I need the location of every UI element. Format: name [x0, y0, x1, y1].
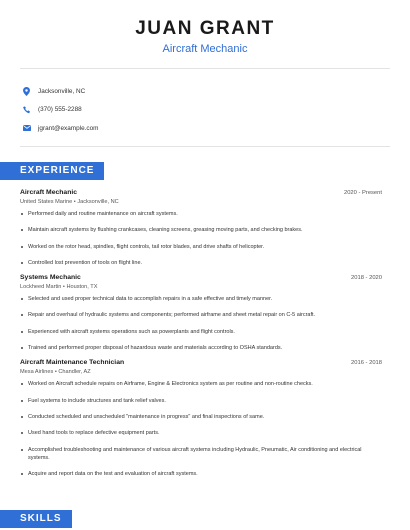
job-entry	[20, 274, 382, 352]
map-pin-icon	[22, 87, 31, 96]
contact-email-text: jgrant@example.com	[38, 124, 99, 132]
job-bullet: Conducted scheduled and unscheduled "maintenance in progress" and final inspections of same.	[20, 413, 382, 421]
contact-email	[22, 119, 98, 137]
job-bullet: Controlled lost prevention of tools on flight line.	[20, 259, 382, 267]
job-bullet: Acquire and report data on the test and evaluation of aircraft systems.	[20, 470, 382, 478]
header-divider	[20, 68, 390, 69]
section-skills-heading: SKILLS	[0, 510, 72, 528]
job-company: Lockheed Martin	[20, 284, 62, 291]
contact-location-text: Jacksonville, NC	[38, 87, 86, 95]
contact-list	[22, 82, 98, 138]
job-title: Aircraft Mechanic	[20, 189, 78, 196]
job-company-line: Lockheed Martin • Houston, TX	[20, 284, 98, 291]
candidate-title: Aircraft Mechanic	[162, 43, 248, 55]
job-bullets	[20, 380, 382, 477]
job-entry	[20, 189, 382, 267]
job-bullet: Used hand tools to replace defective equipment parts.	[20, 429, 382, 437]
job-location: Jacksonville, NC	[77, 199, 119, 205]
job-bullet: Worked on Aircraft schedule repairs on Airframe, Engine & Electronics system as per routine and non-routine checks.	[20, 380, 382, 388]
contact-phone	[22, 101, 98, 119]
job-bullet: Repair and overhaul of hydraulic systems and components; performed airframe and sheet metal repair on C-5 aircraft.	[20, 311, 382, 319]
phone-icon	[22, 105, 31, 114]
job-bullet: Accomplished troubleshooting and maintenance of various aircraft systems including Hydraulic, Pneumatic, Air conditioning and electrical systems.	[20, 446, 382, 462]
envelope-icon	[22, 124, 31, 133]
job-bullets	[20, 295, 382, 352]
job-bullet: Experienced with aircraft systems operations such as powerplants and flight controls.	[20, 328, 382, 336]
candidate-name: JUAN GRANT	[135, 18, 275, 39]
job-entry	[20, 359, 382, 477]
job-bullet: Maintain aircraft systems by flushing crankcases, cleaning screens, greasing moving parts, and checking brakes.	[20, 226, 382, 234]
job-bullet: Selected and used proper technical data to accomplish repairs in a safe effective and timely manner.	[20, 295, 382, 303]
job-bullets	[20, 210, 382, 267]
job-bullet: Worked on the rotor head, spindles, flight controls, tail rotor blades, and drive shafts of helicopter.	[20, 243, 382, 251]
section-experience-heading: EXPERIENCE	[0, 162, 104, 180]
contact-location	[22, 82, 98, 100]
job-dates: 2020 - Present	[343, 190, 382, 196]
job-title: Systems Mechanic	[20, 274, 81, 282]
contact-divider	[20, 146, 390, 147]
job-company-line: Mesa Airlines • Chandler, AZ	[20, 369, 91, 376]
job-company-line: United States Marine • Jacksonville, NC	[20, 199, 119, 205]
job-bullet: Fuel systems to include structures and tank relief valves.	[20, 397, 382, 405]
contact-phone-text: (370) 555-2288	[38, 106, 82, 113]
job-title: Aircraft Maintenance Technician	[20, 359, 125, 367]
job-bullet: Performed daily and routine maintenance on aircraft systems.	[20, 210, 382, 218]
job-location: Chandler, AZ	[58, 369, 91, 376]
job-location: Houston, TX	[66, 284, 98, 291]
job-dates: 2016 - 2018	[351, 360, 382, 367]
job-bullet: Trained and performed proper disposal of hazardous waste and materials according to OSHA standards.	[20, 344, 382, 352]
resume-header	[0, 0, 410, 56]
job-dates: 2018 - 2020	[351, 275, 382, 282]
job-company: United States Marine	[20, 199, 73, 205]
experience-list	[20, 189, 382, 486]
job-company: Mesa Airlines	[20, 369, 54, 376]
